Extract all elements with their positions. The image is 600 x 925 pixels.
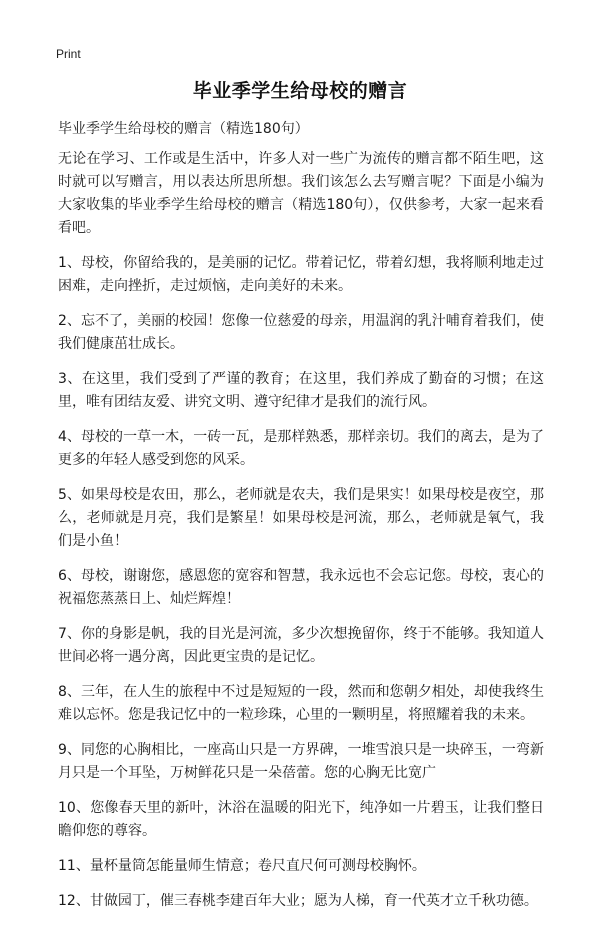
quote-paragraph-1: 1、母校，你留给我的，是美丽的记忆。带着记忆，带着幻想，我将顺利地走过困难，走向挫折，走过烦恼，走向美好的未来。 (58, 255, 544, 294)
quote-paragraph-9: 9、同您的心胸相比，一座高山只是一方界碑，一堆雪浪只是一块碎玉，一弯新月只是一个耳坠，万树鲜花只是一朵蓓蕾。您的心胸无比宽广 (58, 742, 544, 781)
page-title: 毕业季学生给母校的赠言 (192, 80, 408, 102)
article-body (58, 148, 544, 925)
quote-paragraph-11: 11、量杯量筒怎能量师生情意；卷尺直尺何可测母校胸怀。 (58, 858, 426, 874)
quote-paragraph-10: 10、您像春天里的新叶，沐浴在温暖的阳光下，纯净如一片碧玉，让我们整日瞻仰您的尊容。 (58, 800, 544, 839)
intro-paragraph: 无论在学习、工作或是生活中，许多人对一些广为流传的赠言都不陌生吧，这时就可以写赠言，用以表达所思所想。我们该怎么去写赠言呢？下面是小编为大家收集的毕业季学生给母校的赠言（精选180句），仅供参考，大家一起来看看吧。 (58, 151, 544, 236)
quote-paragraph-3: 3、在这里，我们受到了严谨的教育；在这里，我们养成了勤奋的习惯；在这里，唯有团结友爱、讲究文明、遵守纪律才是我们的流行风。 (58, 371, 544, 410)
quote-paragraph-6: 6、母校，谢谢您，感恩您的宽容和智慧，我永远也不会忘记您。母校，衷心的祝福您蒸蒸日上、灿烂辉煌！ (58, 568, 544, 607)
quote-paragraph-4: 4、母校的一草一木，一砖一瓦，是那样熟悉，那样亲切。我们的离去，是为了更多的年轻人感受到您的风采。 (58, 429, 544, 468)
quote-paragraph-2: 2、忘不了，美丽的校园！您像一位慈爱的母亲，用温润的乳汁哺育着我们，使我们健康茁壮成长。 (58, 313, 544, 352)
subtitle: 毕业季学生给母校的赠言（精选180句） (58, 121, 309, 137)
quote-paragraph-8: 8、三年，在人生的旅程中不过是短短的一段，然而和您朝夕相处，却使我终生难以忘怀。您是我记忆中的一粒珍珠，心里的一颗明星，将照耀着我的未来。 (58, 684, 544, 723)
print-link[interactable]: Print (56, 47, 81, 61)
quote-paragraph-7: 7、你的身影是帆，我的目光是河流，多少次想挽留你，终于不能够。我知道人世间必将一遇分离，因此更宝贵的是记忆。 (58, 626, 544, 665)
quote-paragraph-12: 12、甘做园丁，催三春桃李建百年大业；愿为人梯，育一代英才立千秋功德。 (58, 893, 538, 909)
quote-paragraph-5: 5、如果母校是农田，那么，老师就是农夫，我们是果实！如果母校是夜空，那么，老师就是月亮，我们是繁星！如果母校是河流，那么，老师就是氧气，我们是小鱼！ (58, 487, 544, 549)
